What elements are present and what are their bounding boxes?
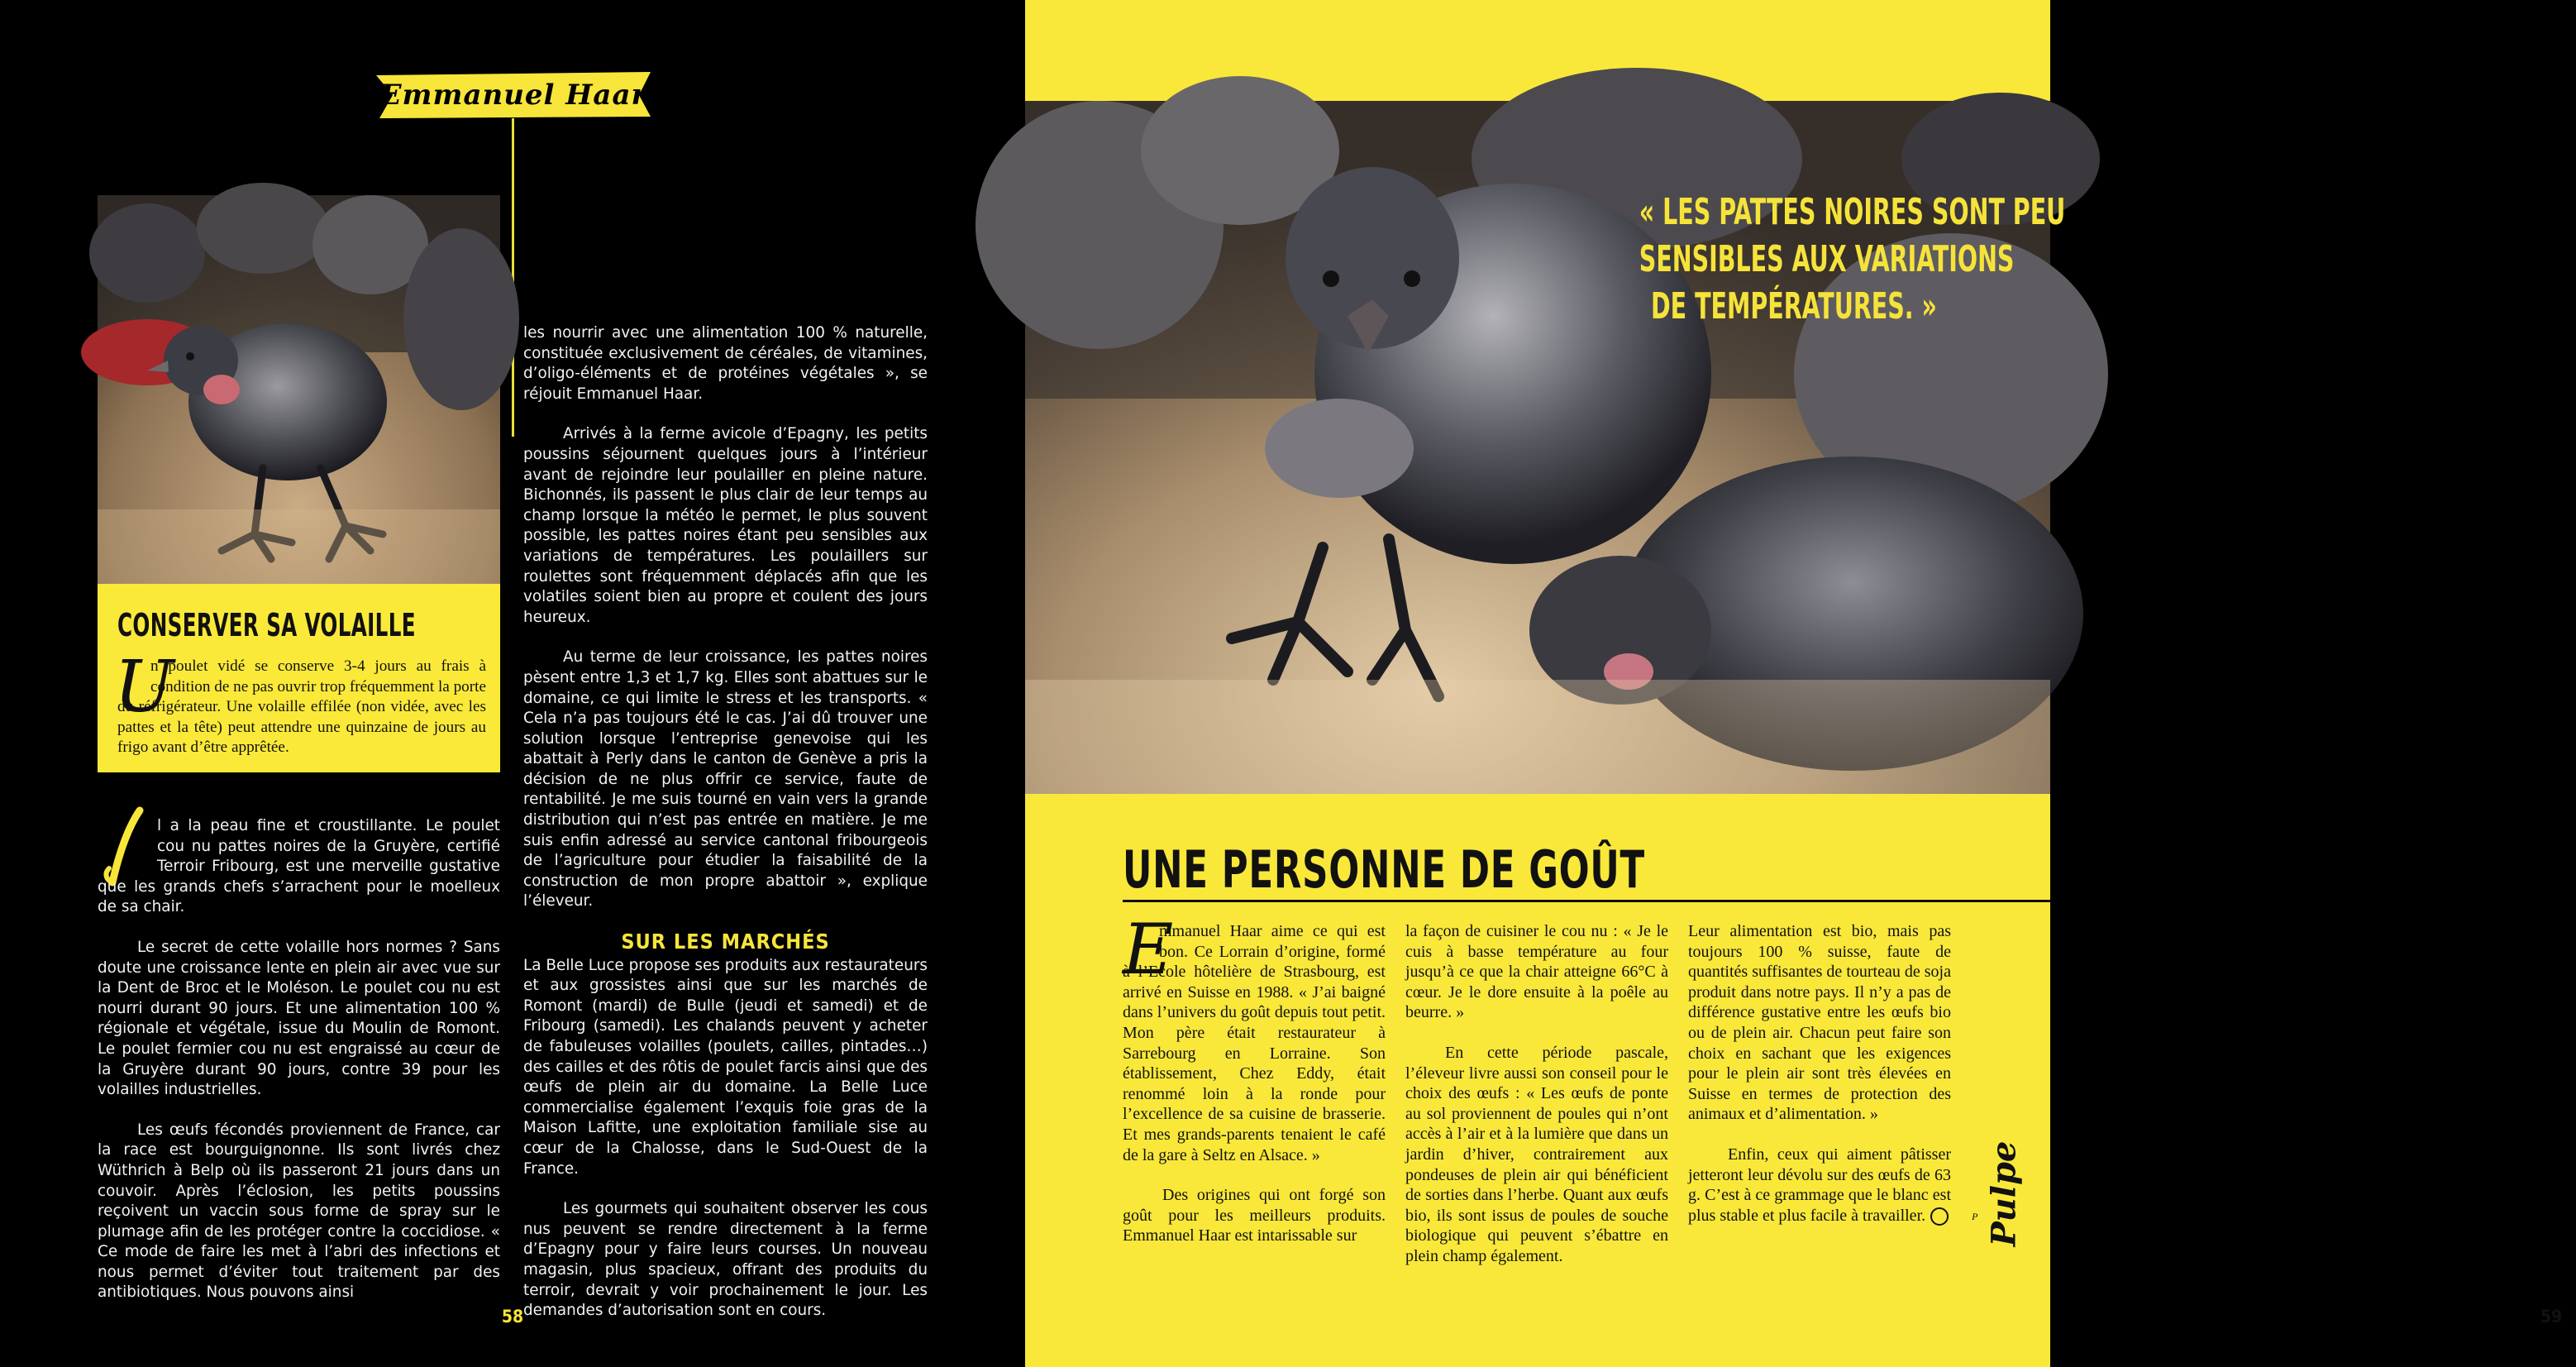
author-banner xyxy=(376,72,651,118)
paragraph: Des origines qui ont forgé son goût pour les meilleurs produits. Emmanuel Haar est intarissable sur xyxy=(1123,1186,1386,1245)
paragraph xyxy=(1688,1145,1978,1226)
sidebar-dropcap: U xyxy=(114,646,174,729)
paragraph: Leur alimentation est bio, mais pas toujours 100 % suisse, faute de quantités suffisantes de tourteau de soja produit dans notre pays. Il n’y a pas de différence gustative entre les œufs bio ou de plein air. Chacun peut faire son choix en sachant que les exigences pour le plein air sont très élevées en Suisse en termes de protection des animaux et d’alimentation. » xyxy=(1688,922,1951,1124)
article-column-4 xyxy=(1405,921,1668,1287)
article-column-2 xyxy=(523,323,928,1341)
page-number-left: 58 xyxy=(501,1307,524,1326)
paragraph: La Belle Luce propose ses produits aux restaurateurs et aux grossistes ainsi que sur les marchés de Romont (mardi) de Bulle (jeudi et samedi) et de Fribourg (samedi). Les chalands peuvent y acheter de fabuleuses volailles (poulets, cailles, pintades…) des cailles et des rôtis de poulet farcis ainsi que des œufs de plein air du domaine. La Belle Luce commercialise également l’exquis foie gras de la Maison Lafitte, une exploitation familiale sise au cœur de la Chalosse, dans le Sud-Ouest de la France. xyxy=(523,956,928,1178)
paragraph: les nourrir avec une alimentation 100 % naturelle, constituée exclusivement de céréales, de vitamines, d’oligo-éléments et de protéines végétales », se réjouit Emmanuel Haar. xyxy=(523,324,928,403)
pull-quote xyxy=(1579,189,2066,330)
paragraph: mmanuel Haar aime ce qui est bon. Ce Lorrain d’origine, formé à l’Ecole hôtelière de Strasbourg, est arrivé en Suisse en 1988. « J’ai baigné dans l’univers du goût depuis tout petit. Mon père était restaurateur à Sarrebourg en Lorraine. Son établissement, Chez Eddy, était renommé loin à la ronde pour l’excellence de sa cuisine de brasserie. Et mes grands-parents tenaient le café de la gare à Seltz en Alsace. » xyxy=(1123,922,1386,1164)
page-number-right: 59 xyxy=(2540,1307,2563,1326)
paragraph: Au terme de leur croissance, les pattes noires pèsent entre 1,3 et 1,7 kg. Elles sont abattues sur le domaine, ce qui limite le stress et les transports. « Cela n’a pas toujours été le cas. J’ai dû trouver une solution lorsque l’entreprise genevoise qui les abattait à Perly dans le canton de Genève a pris la décision de ne plus offrir ce service, faute de rentabilité. Je me suis tourné en vain vers la grande distribution qui n’est pas entrée en matière. Je me suis enfin adressé au service cantonal fribourgeois de l’agriculture pour étudier la faisabilité de la construction de mon propre abattoir », explique l’éleveur. xyxy=(523,648,928,911)
brand-logo xyxy=(1975,1141,2025,1249)
pull-quote-line: DE TEMPÉRATURES. » xyxy=(1651,285,1937,327)
article-column-5 xyxy=(1688,921,1978,1245)
pull-quote-line: « LES PATTES NOIRES SONT PEU xyxy=(1639,191,2066,233)
section-title: UNE PERSONNE DE GOÛT xyxy=(1123,839,1646,900)
brand-logo-text: Pulpe xyxy=(1984,1140,2024,1247)
section-rule xyxy=(1123,900,2050,902)
paragraph: Arrivés à la ferme avicole d’Epagny, les petits poussins séjournent quelques jours à l’intérieur avant de rejoindre leur poulailler en pleine nature. Bichonnés, ils passent le plus clair de leur temps au champ lorsque la météo le permet, le plus souvent possible, les pattes noires étant peu sensibles aux variations de températures. Les poulaillers sur roulettes sont fréquemment déplacés afin que les volatiles soient bien au propre et coulent des jours heureux. xyxy=(523,425,928,626)
paragraph: Les œufs fécondés proviennent de France, car la race est bourguignonne. Ils sont livrés chez Wüthrich à Belp où ils passeront 21 jours dans un couvoir. Après l’éclosion, les petits poussins reçoivent un vaccin sous forme de spray sur le plumage afin de les protéger contre la coccidiose. « Ce mode de faire les met à l’abri des infections et nous permet d’éviter tout traitement par des antibiotiques. Nous pouvons ainsi xyxy=(98,1121,500,1302)
paragraph: En cette période pascale, l’éleveur livre aussi son conseil pour le choix des œufs : « Les œufs de ponte au sol proviennent de poules qui n’ont accès à l’air et à la lumière que dans un jardin d’hiver, contrairement aux pondeuses de plein air qui bénéficient de sorties dans l’herbe. Quant aux œufs bio, ils sont issus de poules de souche biologique qui peuvent s’ébattre en plein champ également. xyxy=(1405,1043,1668,1265)
paragraph: Les gourmets qui souhaitent observer les cous nus peuvent se rendre directement à la ferme d’Epagny pour y faire leurs courses. Un nouveau magasin, plus spacieux, offrant des produits du terroir, devrait y voir prochainement le jour. Les demandes d’autorisation sont en cours. xyxy=(523,1200,928,1320)
dropcap-e: E xyxy=(1123,909,1174,990)
left-page xyxy=(0,0,1025,1367)
article-column-3 xyxy=(1123,921,1386,1266)
paragraph: Le secret de cette volaille hors normes ? Sans doute une croissance lente en plein air avec vue sur la Dent de Broc et le Moléson. Le poulet cou nu est nourri durant 90 jours. Et une alimentation 100 % régionale et végétale, issue du Moulin de Romont. Le poulet fermier cou nu est engraissé au cœur de la Gruyère durant 90 jours, contre 39 pour les volailles industrielles. xyxy=(98,938,500,1099)
author-name: Emmanuel Haar xyxy=(379,79,647,112)
paragraph-text: Enfin, ceux qui aiment pâtisser jetteront leur dévolu sur des œufs de 63 g. C’est à ce grammage que le blanc est plus stable et plus facile à travailler. xyxy=(1688,1145,1951,1225)
pull-quote-line: SENSIBLES AUX VARIATIONS xyxy=(1639,238,2015,280)
svg-text:I: I xyxy=(111,841,115,857)
article-column-1 xyxy=(98,816,500,1323)
subheading-markets: SUR LES MARCHÉS xyxy=(621,930,830,954)
paragraph: la façon de cuisiner le cou nu : « Je le cuis à basse température au four jusqu’à ce que la chair atteigne 66°C à cœur. Je le dore ensuite à la poêle au beurre. » xyxy=(1405,922,1668,1022)
sidebar-text: n poulet vidé se conserve 3-4 jours au frais à condition de ne pas ouvrir trop fréquemment la porte du réfrigérateur. Une volaille effilée (non vidée, avec les pattes et la tête) peut attendre une quinzaine de jours au frigo avant d’être apprêtée. xyxy=(117,657,487,756)
paragraph: l a la peau fine et croustillante. Le poulet cou nu pattes noires de la Gruyère, certifié Terroir Fribourg, est une merveille gustative que les grands chefs s’arrachent pour le moelleux de sa chair. xyxy=(98,817,500,916)
chick-photo-small xyxy=(98,195,500,584)
right-page xyxy=(1025,0,2563,1367)
end-mark-icon: P xyxy=(1930,1207,1949,1226)
sidebar-box xyxy=(98,584,500,772)
sidebar-title: CONSERVER SA VOLAILLE xyxy=(117,607,416,643)
